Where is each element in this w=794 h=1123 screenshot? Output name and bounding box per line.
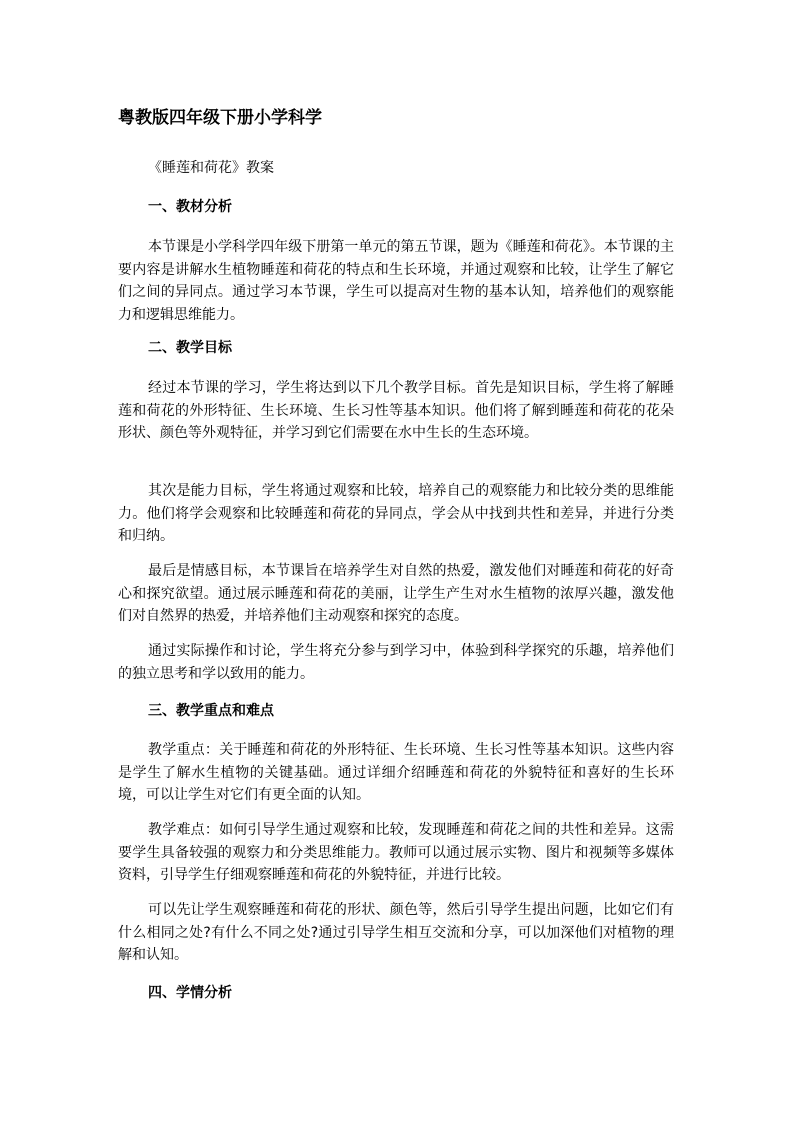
section-heading-1: 一、教材分析 bbox=[148, 199, 232, 215]
document-title: 粤教版四年级下册小学科学 bbox=[118, 108, 322, 128]
section-2-paragraph-3: 最后是情感目标，本节课旨在培养学生对自然的热爱，激发他们对睡莲和荷花的好奇心和探究欲望。通过展示睡莲和荷花的美丽，让学生产生对水生植物的浓厚兴趣，激发他们对自然界的热爱，并培养他们主动观察和探究的态度。 bbox=[118, 563, 674, 624]
section-3-paragraph-1: 教学重点：关于睡莲和荷花的外形特征、生长环境、生长习性等基本知识。这些内容是学生了解水生植物的关键基础。通过详细介绍睡莲和荷花的外貌特征和喜好的生长环境，可以让学生对它们有更全面的认知。 bbox=[118, 742, 674, 803]
section-heading-4: 四、学情分析 bbox=[148, 985, 232, 1001]
section-heading-3: 三、教学重点和难点 bbox=[148, 703, 274, 719]
document-page bbox=[118, 0, 674, 1123]
lesson-plan-subtitle: 《睡莲和荷花》教案 bbox=[148, 160, 274, 176]
section-heading-2: 二、教学目标 bbox=[148, 340, 232, 356]
section-2-paragraph-4: 通过实际操作和讨论，学生将充分参与到学习中，体验到科学探究的乐趣，培养他们的独立思考和学以致用的能力。 bbox=[118, 643, 674, 682]
section-3-paragraph-3: 可以先让学生观察睡莲和荷花的形状、颜色等，然后引导学生提出问题，比如它们有什么相同之处?有什么不同之处?通过引导学生相互交流和分享，可以加深他们对植物的理解和认知。 bbox=[118, 902, 674, 963]
section-3-paragraph-2: 教学难点：如何引导学生通过观察和比较，发现睡莲和荷花之间的共性和差异。这需要学生具备较强的观察力和分类思维能力。教师可以通过展示实物、图片和视频等多媒体资料，引导学生仔细观察睡莲和荷花的外貌特征，并进行比较。 bbox=[118, 822, 674, 883]
section-2-paragraph-2: 其次是能力目标，学生将通过观察和比较，培养自己的观察能力和比较分类的思维能力。他们将学会观察和比较睡莲和荷花的异同点，学会从中找到共性和差异，并进行分类和归纳。 bbox=[118, 483, 674, 544]
section-1-paragraph-1: 本节课是小学科学四年级下册第一单元的第五节课，题为《睡莲和荷花》。本节课的主要内容是讲解水生植物睡莲和荷花的特点和生长环境，并通过观察和比较，让学生了解它们之间的异同点。通过学习本节课，学生可以提高对生物的基本认知，培养他们的观察能力和逻辑思维能力。 bbox=[118, 239, 674, 323]
section-2-paragraph-1: 经过本节课的学习，学生将达到以下几个教学目标。首先是知识目标，学生将了解睡莲和荷花的外形特征、生长环境、生长习性等基本知识。他们将了解到睡莲和荷花的花朵形状、颜色等外观特征，并学习到它们需要在水中生长的生态环境。 bbox=[118, 380, 674, 441]
